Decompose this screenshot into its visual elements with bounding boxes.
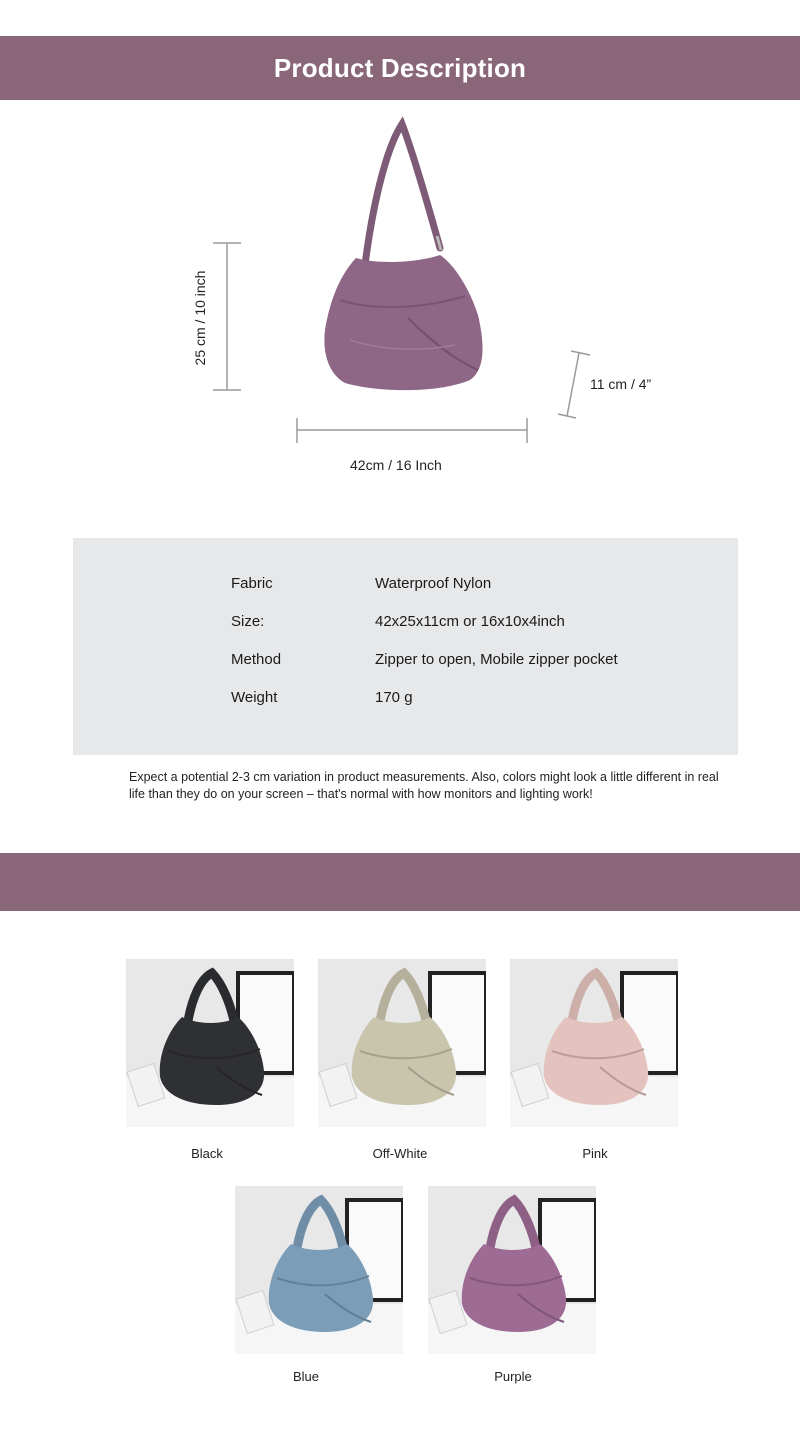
- spec-value: 42x25x11cm or 16x10x4inch: [375, 613, 565, 630]
- spec-key: Method: [231, 651, 282, 668]
- bag-body: [462, 1244, 566, 1332]
- bag-body: [269, 1244, 373, 1332]
- spec-value: Zipper to open, Mobile zipper pocket: [375, 651, 618, 668]
- spec-row-fabric: [73, 575, 738, 605]
- bag-body: [352, 1017, 456, 1105]
- section-divider-banner: [0, 853, 800, 911]
- color-label-off-white: Off-White: [372, 1146, 428, 1161]
- spec-row-method: [73, 651, 738, 681]
- spec-value: Waterproof Nylon: [375, 575, 492, 592]
- color-swatch-purple[interactable]: [428, 1186, 596, 1354]
- color-label-pink: Pink: [582, 1146, 608, 1161]
- height-label: 25 cm / 10 inch: [192, 270, 208, 366]
- bag-body: [160, 1017, 264, 1105]
- color-label-blue: Blue: [292, 1369, 320, 1384]
- header-banner: [0, 36, 800, 100]
- bag-strap: [365, 124, 440, 265]
- bag-body: [324, 255, 482, 390]
- page-title: Product Description: [273, 52, 527, 83]
- color-label-black: Black: [191, 1146, 223, 1161]
- width-label: 42cm / 16 Inch: [350, 457, 442, 473]
- measurement-note: Expect a potential 2-3 cm variation in product measurements. Also, colors might look a little different in real life than they do on your screen – that's normal with how monitors and lighting work!: [129, 770, 719, 801]
- spec-key: Fabric: [231, 575, 273, 592]
- depth-label: 11 cm / 4”: [590, 376, 652, 392]
- spec-key: Weight: [231, 689, 278, 706]
- spec-key: Size:: [231, 613, 265, 630]
- color-label-purple: Purple: [494, 1369, 532, 1384]
- bag-body: [544, 1017, 648, 1105]
- spec-table: [73, 538, 738, 755]
- color-swatch-off-white[interactable]: [318, 959, 486, 1127]
- color-swatch-black[interactable]: [126, 959, 294, 1127]
- spec-row-size: [73, 613, 738, 643]
- color-swatch-pink[interactable]: [510, 959, 678, 1127]
- spec-row-weight: [73, 689, 738, 719]
- spec-value: 170 g: [375, 689, 413, 706]
- color-swatch-blue[interactable]: [235, 1186, 403, 1354]
- product-dimension-illustration: [0, 100, 800, 500]
